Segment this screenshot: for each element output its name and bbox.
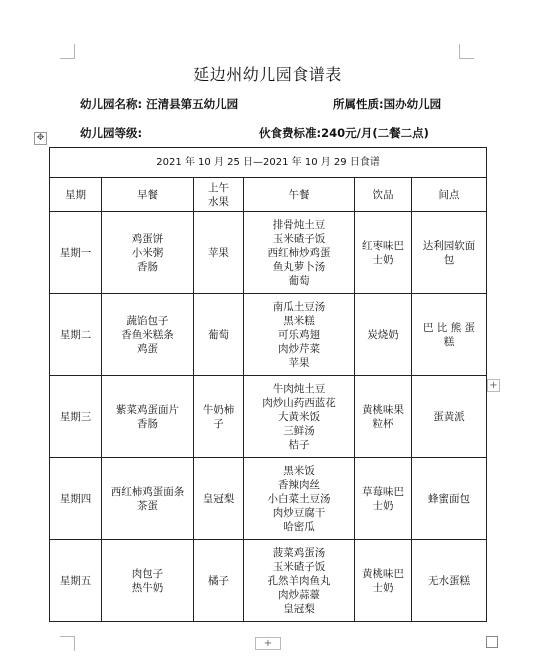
header-day: 星期	[50, 178, 102, 212]
fee-value: 240元/月(二餐二点)	[321, 126, 429, 140]
breakfast-item: 香鱼米糕条	[121, 328, 174, 341]
fruit-cell	[194, 212, 244, 294]
lunch-cell	[244, 212, 355, 294]
lunch-item: 肉炒山药西蓝花	[262, 396, 336, 409]
drink-item: 草莓味巴	[362, 485, 404, 498]
kindergarten-name-label: 幼儿园名称:	[80, 97, 143, 111]
drink-item: 炭烧奶	[367, 328, 399, 341]
drink-cell	[355, 458, 412, 540]
lunch-item: 排骨炖土豆	[272, 218, 326, 231]
drink-item: 士奶	[372, 581, 394, 594]
lunch-item: 桔子	[288, 438, 310, 451]
header-snack: 间点	[412, 178, 487, 212]
grade-label: 幼儿园等级:	[80, 126, 143, 140]
snack-item: 蜂蜜面包	[428, 492, 471, 505]
header-fruit-line2: 水果	[208, 195, 229, 208]
breakfast-cell	[102, 540, 194, 622]
lunch-item: 黑米糕	[283, 314, 315, 327]
drink-item: 粒杯	[372, 417, 394, 430]
table-row	[50, 212, 487, 294]
snack-cell	[412, 212, 487, 294]
grade-line	[80, 125, 146, 141]
crop-mark-bottom-left	[60, 636, 75, 651]
menu-body	[50, 212, 487, 622]
lunch-item: 西红柿炒鸡蛋	[267, 246, 331, 259]
fee-line	[259, 125, 429, 141]
lunch-item: 香辣肉丝	[278, 478, 320, 491]
fruit-cell	[194, 540, 244, 622]
lunch-item: 葡萄	[288, 274, 310, 287]
drink-item: 黄桃味果	[362, 403, 404, 416]
document-title: 延边州幼儿园食谱表	[193, 65, 342, 84]
drink-cell	[355, 376, 412, 458]
lunch-item: 玉米碴子饭	[272, 232, 326, 245]
snack-cell	[412, 294, 487, 376]
add-row-button[interactable]: +	[255, 637, 281, 650]
fruit-cell	[194, 376, 244, 458]
lunch-item: 孔然羊肉鱼丸	[267, 574, 331, 587]
nature-value: 国办幼儿园	[383, 97, 442, 111]
lunch-item: 皇冠梨	[283, 602, 315, 615]
table-row	[50, 458, 487, 540]
kindergarten-name-value: 汪清县第五幼儿园	[146, 97, 239, 111]
snack-item: 巴 比 熊 蛋	[423, 321, 476, 334]
table-row	[50, 376, 487, 458]
breakfast-item: 紫菜鸡蛋面片	[116, 403, 179, 416]
fruit-item: 苹果	[208, 246, 229, 259]
breakfast-cell	[102, 294, 194, 376]
breakfast-item: 热牛奶	[131, 581, 164, 594]
day-cell: 星期三	[50, 376, 102, 458]
nature-line	[333, 96, 441, 112]
breakfast-item: 鸡蛋	[137, 342, 158, 355]
fruit-item: 橘子	[208, 574, 229, 587]
breakfast-item: 茶蛋	[137, 499, 158, 512]
lunch-item: 玉米碴子饭	[272, 560, 326, 573]
lunch-item: 哈密瓜	[283, 520, 315, 533]
breakfast-item: 鸡蛋饼	[131, 232, 164, 245]
date-range-row	[50, 148, 487, 178]
breakfast-item: 蔬馅包子	[126, 314, 169, 327]
fruit-item: 皇冠梨	[202, 492, 235, 505]
header-breakfast: 早餐	[102, 178, 194, 212]
lunch-cell	[244, 540, 355, 622]
move-arrows-icon[interactable]: ✥	[34, 132, 47, 145]
day-cell: 星期二	[50, 294, 102, 376]
breakfast-item: 西红柿鸡蛋面条	[110, 485, 185, 498]
lunch-item: 大黄米饭	[278, 410, 320, 423]
lunch-item: 肉炒蒜薹	[278, 588, 320, 601]
lunch-cell	[244, 294, 355, 376]
day-cell: 星期一	[50, 212, 102, 294]
nature-label: 所属性质:	[333, 97, 384, 111]
fruit-item: 牛奶柿	[202, 403, 235, 416]
header-drink: 饮品	[355, 178, 412, 212]
day-cell: 星期五	[50, 540, 102, 622]
lunch-item: 肉炒芹菜	[278, 342, 320, 355]
lunch-item: 肉炒豆腐干	[272, 506, 326, 519]
fee-label: 伙食费标准:	[259, 126, 322, 140]
lunch-item: 牛肉炖土豆	[272, 382, 326, 395]
lunch-item: 苹果	[288, 356, 310, 369]
crop-mark-top-right	[459, 44, 474, 59]
lunch-item: 可乐鸡翅	[278, 328, 320, 341]
header-lunch: 午餐	[244, 178, 355, 212]
table-row	[50, 294, 487, 376]
drink-item: 黄桃味巴	[362, 567, 404, 580]
breakfast-item: 香肠	[137, 417, 158, 430]
header-fruit-line1: 上午	[208, 181, 229, 194]
drink-cell	[355, 212, 412, 294]
snack-cell	[412, 458, 487, 540]
breakfast-cell	[102, 376, 194, 458]
lunch-item: 小白菜土豆汤	[267, 492, 331, 505]
breakfast-item: 香肠	[137, 260, 158, 273]
snack-cell	[412, 540, 487, 622]
lunch-cell	[244, 376, 355, 458]
drink-item: 士奶	[372, 499, 394, 512]
lunch-item: 黑米饭	[283, 464, 315, 477]
drink-item: 红枣味巴	[362, 239, 404, 252]
table-row	[50, 540, 487, 622]
lunch-cell	[244, 458, 355, 540]
lunch-item: 南瓜土豆汤	[272, 300, 326, 313]
snack-cell	[412, 376, 487, 458]
snack-item: 达利园软面	[422, 239, 476, 252]
add-column-button[interactable]: +	[487, 379, 500, 392]
header-row	[50, 178, 487, 212]
breakfast-cell	[102, 458, 194, 540]
drink-item: 士奶	[372, 253, 394, 266]
lunch-item: 鱼丸萝卜汤	[272, 260, 326, 273]
breakfast-item: 小米粥	[131, 246, 164, 259]
fruit-cell	[194, 294, 244, 376]
drink-cell	[355, 294, 412, 376]
date-range-cell: 2021 年 10 月 25 日—2021 年 10 月 29 日食谱	[50, 148, 487, 178]
header-fruit	[194, 178, 244, 212]
snack-item: 蛋黄派	[433, 410, 465, 423]
menu-table	[49, 147, 487, 622]
lunch-item: 菠菜鸡蛋汤	[272, 546, 326, 559]
snack-item: 无水蛋糕	[428, 574, 471, 587]
snack-item: 包	[443, 253, 455, 266]
crop-mark-top-left	[60, 44, 75, 59]
fruit-item: 子	[213, 417, 224, 430]
fruit-cell	[194, 458, 244, 540]
day-cell: 星期四	[50, 458, 102, 540]
kindergarten-name-line	[80, 96, 238, 112]
table-resize-handle[interactable]	[486, 636, 498, 648]
fruit-item: 葡萄	[208, 328, 229, 341]
drink-cell	[355, 540, 412, 622]
snack-item: 糕	[443, 335, 455, 348]
breakfast-cell	[102, 212, 194, 294]
lunch-item: 三鲜汤	[283, 424, 315, 437]
breakfast-item: 肉包子	[131, 567, 164, 580]
